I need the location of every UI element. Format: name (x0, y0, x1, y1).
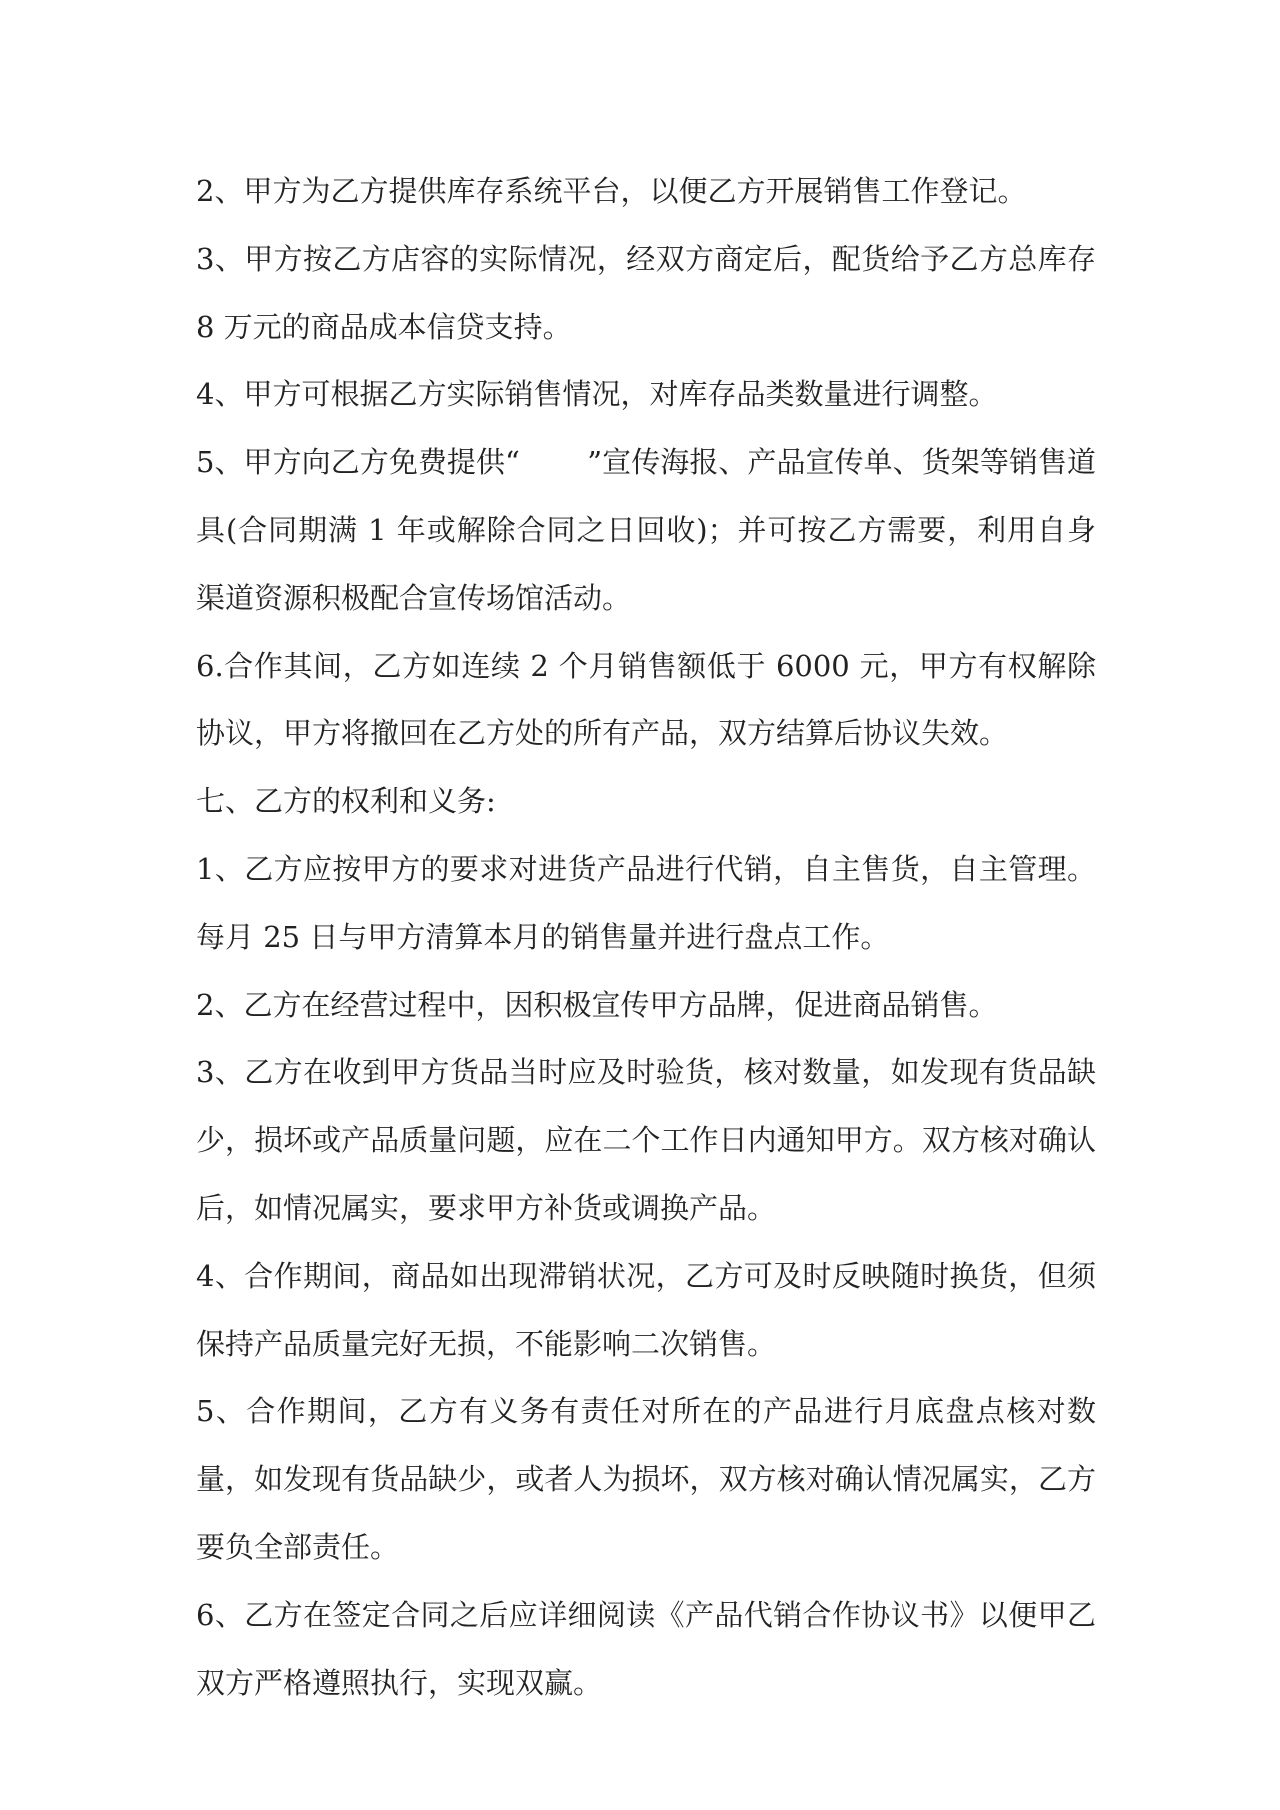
paragraph: 5、合作期间，乙方有义务有责任对所在的产品进行月底盘点核对数量，如发现有货品缺少，或者人为损坏，双方核对确认情况属实，乙方要负全部责任。 (196, 1394, 1096, 1564)
document-body (196, 158, 1096, 1717)
paragraph: 1、乙方应按甲方的要求对进货产品进行代销，自主售货，自主管理。每月 25 日与甲方清算本月的销售量并进行盘点工作。 (196, 851, 1096, 954)
paragraph: 4、甲方可根据乙方实际销售情况，对库存品类数量进行调整。 (196, 377, 998, 412)
paragraph: 2、甲方为乙方提供库存系统平台，以便乙方开展销售工作登记。 (196, 174, 1027, 208)
paragraph: 4、合作期间，商品如出现滞销状况，乙方可及时反映随时换货，但须保持产品质量完好无损，不能影响二次销售。 (196, 1258, 1096, 1361)
section-heading: 七、乙方的权利和义务: (196, 784, 496, 819)
paragraph: 5、甲方向乙方免费提供“ ”宣传海报、产品宣传单、货架等销售道具(合同期满 1 年或解除合同之日回收)；并可按乙方需要，利用自身渠道资源积极配合宣传场馆活动。 (196, 445, 1096, 615)
paragraph: 6.合作其间，乙方如连续 2 个月销售额低于 6000 元，甲方有权解除协议，甲方将撤回在乙方处的所有产品，双方结算后协议失效。 (196, 648, 1096, 751)
paragraph: 6、乙方在签定合同之后应详细阅读《产品代销合作协议书》以便甲乙双方严格遵照执行，实现双赢。 (196, 1597, 1096, 1700)
paragraph: 3、乙方在收到甲方货品当时应及时验货，核对数量，如发现有货品缺少，损坏或产品质量问题，应在二个工作日内通知甲方。双方核对确认后，如情况属实，要求甲方补货或调换产品。 (196, 1055, 1096, 1225)
paragraph: 2、乙方在经营过程中，因积极宣传甲方品牌，促进商品销售。 (196, 987, 998, 1022)
paragraph: 3、甲方按乙方店容的实际情况，经双方商定后，配货给予乙方总库存 8 万元的商品成本信贷支持。 (196, 241, 1096, 344)
